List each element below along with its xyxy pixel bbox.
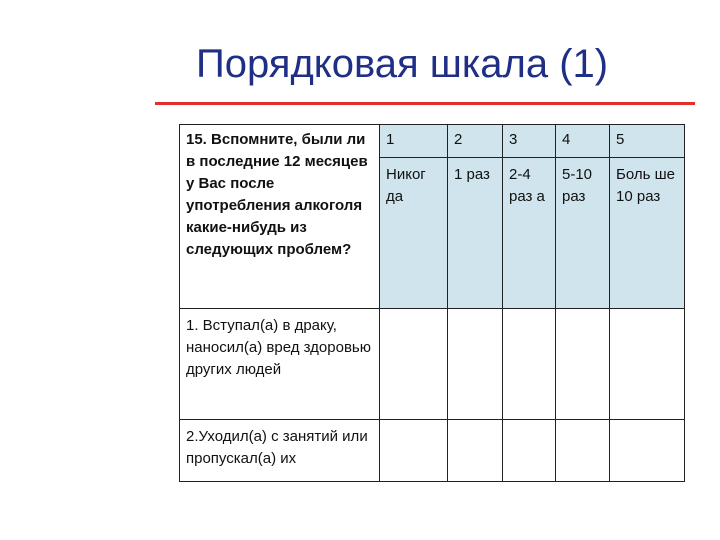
- answer-cell[interactable]: [556, 420, 610, 482]
- scale-label-1: Никог да: [380, 158, 448, 309]
- answer-cell[interactable]: [610, 420, 685, 482]
- answer-cell[interactable]: [503, 420, 556, 482]
- answer-cell[interactable]: [503, 309, 556, 420]
- answer-cell[interactable]: [448, 309, 503, 420]
- ordinal-scale-table: [179, 124, 685, 482]
- question-cell: 15. Вспомните, были ли в последние 12 месяцев у Вас после употребления алкоголя какие-нибудь из следующих проблем?: [180, 125, 380, 309]
- scale-number-4: 4: [556, 125, 610, 158]
- item-1-text: 1. Вступал(а) в драку, наносил(а) вред здоровью других людей: [180, 309, 380, 420]
- table-row: [180, 420, 685, 482]
- answer-cell[interactable]: [610, 309, 685, 420]
- scale-number-5: 5: [610, 125, 685, 158]
- item-2-text: 2.Уходил(а) с занятий или пропускал(а) их: [180, 420, 380, 482]
- scale-label-3: 2-4 раз а: [503, 158, 556, 309]
- answer-cell[interactable]: [380, 420, 448, 482]
- answer-cell[interactable]: [380, 309, 448, 420]
- scale-number-1: 1: [380, 125, 448, 158]
- scale-number-3: 3: [503, 125, 556, 158]
- slide-title: Порядковая шкала (1): [196, 42, 609, 86]
- scale-number-2: 2: [448, 125, 503, 158]
- answer-cell[interactable]: [556, 309, 610, 420]
- scale-label-4: 5-10 раз: [556, 158, 610, 309]
- scale-label-2: 1 раз: [448, 158, 503, 309]
- answer-cell[interactable]: [448, 420, 503, 482]
- scale-label-5: Боль ше 10 раз: [610, 158, 685, 309]
- table-row: [180, 125, 685, 158]
- table-row: [180, 309, 685, 420]
- title-underline: [155, 102, 695, 105]
